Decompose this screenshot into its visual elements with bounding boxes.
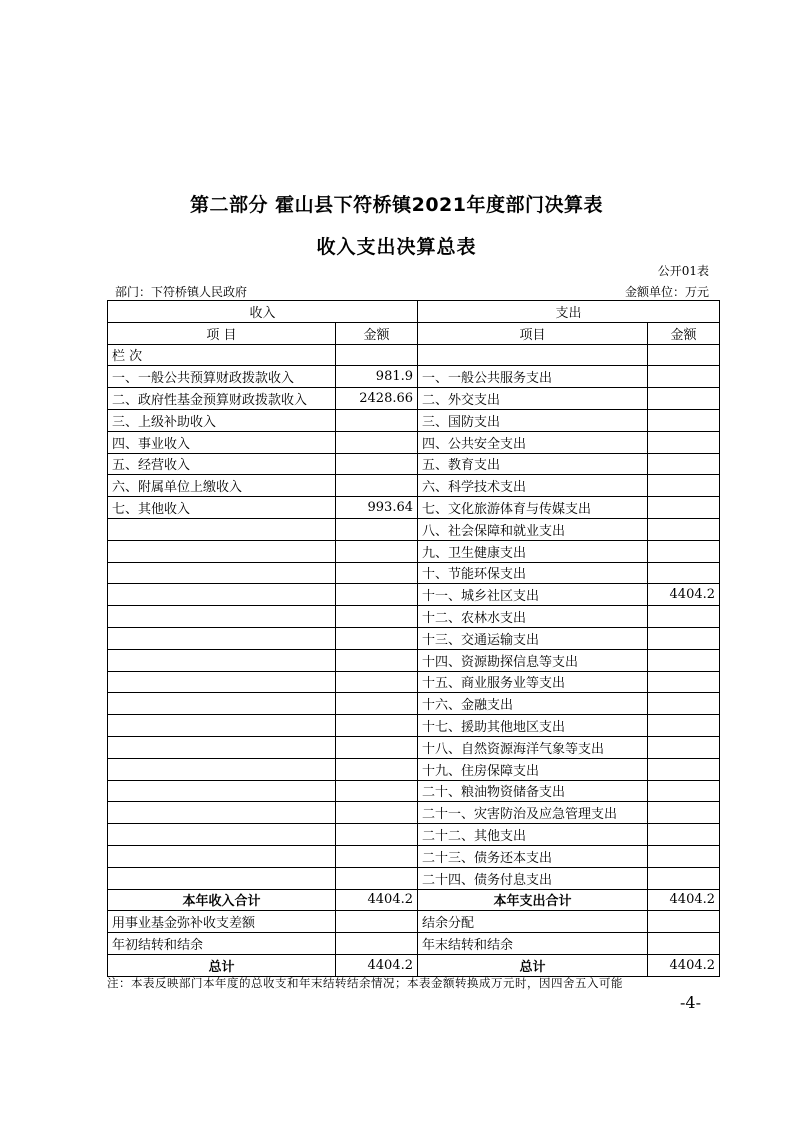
expense-item-cell: 十三、交通运输支出 [418, 627, 648, 649]
expense-amount-cell [648, 497, 720, 519]
table-row [108, 845, 720, 867]
expense-item-cell: 三、国防支出 [418, 409, 648, 431]
expense-item-cell: 十四、资源勘探信息等支出 [418, 649, 648, 671]
expense-item-cell: 十二、农林水支出 [418, 606, 648, 628]
expense-amount-cell [648, 562, 720, 584]
income-amount-cell [336, 649, 418, 671]
income-amount-cell [336, 562, 418, 584]
table-row [108, 867, 720, 889]
table-row [108, 693, 720, 715]
income-item-cell [108, 584, 336, 606]
page-title: 第二部分 霍山县下符桥镇2021年度部门决算表 [190, 194, 603, 216]
income-amount-cell [336, 867, 418, 889]
table-row [108, 453, 720, 475]
table-row [108, 715, 720, 737]
expense-item-cell: 二十三、债务还本支出 [418, 845, 648, 867]
expense-amount-cell [648, 802, 720, 824]
income-amount-cell [336, 824, 418, 846]
income-amount-cell: 2428.66 [336, 388, 418, 410]
table-row [108, 649, 720, 671]
income-amount-cell [336, 540, 418, 562]
income-item-cell [108, 627, 336, 649]
income-item-cell [108, 845, 336, 867]
income-item-cell [108, 802, 336, 824]
table-row [108, 540, 720, 562]
expense-item-cell: 二十四、债务付息支出 [418, 867, 648, 889]
empty-cell [418, 344, 648, 366]
income-item-cell: 用事业基金弥补收支差额 [108, 911, 336, 933]
expense-amount-cell [648, 627, 720, 649]
expense-amount-cell: 4404.2 [648, 584, 720, 606]
expense-subtotal-label: 本年支出合计 [418, 889, 648, 911]
form-number: 公开01表 [657, 264, 709, 278]
table-row [108, 824, 720, 846]
income-amount-cell [336, 627, 418, 649]
table-row [108, 606, 720, 628]
income-item-cell [108, 562, 336, 584]
income-item-cell [108, 671, 336, 693]
income-item-cell [108, 824, 336, 846]
expense-item-cell: 七、文化旅游体育与传媒支出 [418, 497, 648, 519]
income-item-cell [108, 540, 336, 562]
income-item-cell [108, 780, 336, 802]
income-amount-cell [336, 584, 418, 606]
income-subtotal-label: 本年收入合计 [108, 889, 336, 911]
table-row [108, 802, 720, 824]
income-item-cell: 一、一般公共预算财政拨款收入 [108, 366, 336, 388]
expense-amount-cell [648, 693, 720, 715]
expense-item-cell: 二十、粮油物资储备支出 [418, 780, 648, 802]
expense-item-cell: 二十二、其他支出 [418, 824, 648, 846]
income-amount-cell [336, 431, 418, 453]
table-row [108, 584, 720, 606]
table-row [108, 911, 720, 933]
expense-item-cell: 二十一、灾害防治及应急管理支出 [418, 802, 648, 824]
expense-amount-cell [648, 780, 720, 802]
income-total-amount: 4404.2 [336, 954, 418, 976]
income-item-cell: 年初结转和结余 [108, 933, 336, 955]
expense-amount-cell [648, 911, 720, 933]
table-row [108, 758, 720, 780]
table-row [108, 409, 720, 431]
income-amount-cell [336, 802, 418, 824]
amount-unit-label: 金额单位：万元 [624, 285, 709, 299]
income-amount-cell [336, 518, 418, 540]
income-item-cell: 四、事业收入 [108, 431, 336, 453]
expense-amount-cell [648, 431, 720, 453]
income-item-header: 项 目 [108, 322, 336, 344]
expense-amount-cell [648, 475, 720, 497]
income-item-cell [108, 715, 336, 737]
expense-amount-cell [648, 606, 720, 628]
income-amount-cell: 981.9 [336, 366, 418, 388]
expense-item-cell: 十六、金融支出 [418, 693, 648, 715]
expense-item-cell: 结余分配 [418, 911, 648, 933]
expense-subtotal-amount: 4404.2 [648, 889, 720, 911]
income-item-cell [108, 649, 336, 671]
income-amount-cell [336, 715, 418, 737]
expense-amount-cell [648, 540, 720, 562]
expense-amount-cell [648, 518, 720, 540]
expense-item-cell: 五、教育支出 [418, 453, 648, 475]
table-row [108, 475, 720, 497]
income-amount-cell [336, 453, 418, 475]
income-amount-cell [336, 409, 418, 431]
expense-item-cell: 九、卫生健康支出 [418, 540, 648, 562]
expense-item-header: 项目 [418, 322, 648, 344]
table-title: 收入支出决算总表 [316, 236, 477, 258]
income-item-cell [108, 867, 336, 889]
income-amount-header: 金额 [336, 322, 418, 344]
income-section-header: 收入 [108, 301, 418, 323]
expense-total-label: 总计 [418, 954, 648, 976]
income-amount-cell [336, 693, 418, 715]
table-row [108, 562, 720, 584]
table-row [108, 366, 720, 388]
income-amount-cell [336, 845, 418, 867]
expense-amount-cell [648, 933, 720, 955]
table-row [108, 388, 720, 410]
column-header-row [108, 322, 720, 344]
expense-item-cell: 十、节能环保支出 [418, 562, 648, 584]
expense-item-cell: 四、公共安全支出 [418, 431, 648, 453]
expense-amount-cell [648, 758, 720, 780]
expense-amount-cell [648, 867, 720, 889]
expense-item-cell: 一、一般公共服务支出 [418, 366, 648, 388]
income-amount-cell [336, 475, 418, 497]
table-row [108, 431, 720, 453]
income-total-label: 总计 [108, 954, 336, 976]
table-row [108, 933, 720, 955]
income-amount-cell [336, 911, 418, 933]
income-amount-cell [336, 606, 418, 628]
expense-item-cell: 十八、自然资源海洋气象等支出 [418, 736, 648, 758]
expense-amount-cell [648, 715, 720, 737]
income-subtotal-amount: 4404.2 [336, 889, 418, 911]
expense-item-cell: 十九、住房保障支出 [418, 758, 648, 780]
table-row [108, 780, 720, 802]
table-row [108, 518, 720, 540]
expense-item-cell: 十一、城乡社区支出 [418, 584, 648, 606]
income-amount-cell [336, 671, 418, 693]
row-sequence-row [108, 344, 720, 366]
subtotal-row [108, 889, 720, 911]
empty-cell [648, 344, 720, 366]
expense-item-cell: 年末结转和结余 [418, 933, 648, 955]
expense-amount-cell [648, 388, 720, 410]
expense-amount-cell [648, 409, 720, 431]
expense-amount-header: 金额 [648, 322, 720, 344]
table-row [108, 627, 720, 649]
expense-amount-cell [648, 671, 720, 693]
section-header-row [108, 301, 720, 323]
income-amount-cell [336, 736, 418, 758]
empty-cell [336, 344, 418, 366]
total-row [108, 954, 720, 976]
expense-item-cell: 二、外交支出 [418, 388, 648, 410]
income-amount-cell: 993.64 [336, 497, 418, 519]
income-item-cell [108, 693, 336, 715]
expense-section-header: 支出 [418, 301, 720, 323]
income-item-cell [108, 518, 336, 540]
expense-item-cell: 八、社会保障和就业支出 [418, 518, 648, 540]
expense-item-cell: 十五、商业服务业等支出 [418, 671, 648, 693]
income-item-cell: 五、经营收入 [108, 453, 336, 475]
footnote: 注：本表反映部门本年度的总收支和年末结转结余情况；本表金额转换成万元时，因四舍五入可能 [107, 976, 623, 990]
table-row [108, 736, 720, 758]
expense-item-cell: 十七、援助其他地区支出 [418, 715, 648, 737]
income-item-cell [108, 736, 336, 758]
expense-amount-cell [648, 736, 720, 758]
income-item-cell [108, 606, 336, 628]
table-row [108, 497, 720, 519]
department-label: 部门：下符桥镇人民政府 [115, 285, 248, 299]
income-item-cell: 七、其他收入 [108, 497, 336, 519]
income-item-cell: 二、政府性基金预算财政拨款收入 [108, 388, 336, 410]
income-item-cell: 三、上级补助收入 [108, 409, 336, 431]
income-item-cell [108, 758, 336, 780]
table-row [108, 671, 720, 693]
expense-amount-cell [648, 824, 720, 846]
page-number: -4- [680, 993, 701, 1012]
income-amount-cell [336, 758, 418, 780]
row-sequence-label: 栏 次 [108, 344, 336, 366]
income-expense-table [107, 300, 720, 977]
expense-item-cell: 六、科学技术支出 [418, 475, 648, 497]
income-item-cell: 六、附属单位上缴收入 [108, 475, 336, 497]
income-amount-cell [336, 933, 418, 955]
expense-amount-cell [648, 366, 720, 388]
expense-amount-cell [648, 649, 720, 671]
income-amount-cell [336, 780, 418, 802]
expense-amount-cell [648, 845, 720, 867]
expense-amount-cell [648, 453, 720, 475]
expense-total-amount: 4404.2 [648, 954, 720, 976]
